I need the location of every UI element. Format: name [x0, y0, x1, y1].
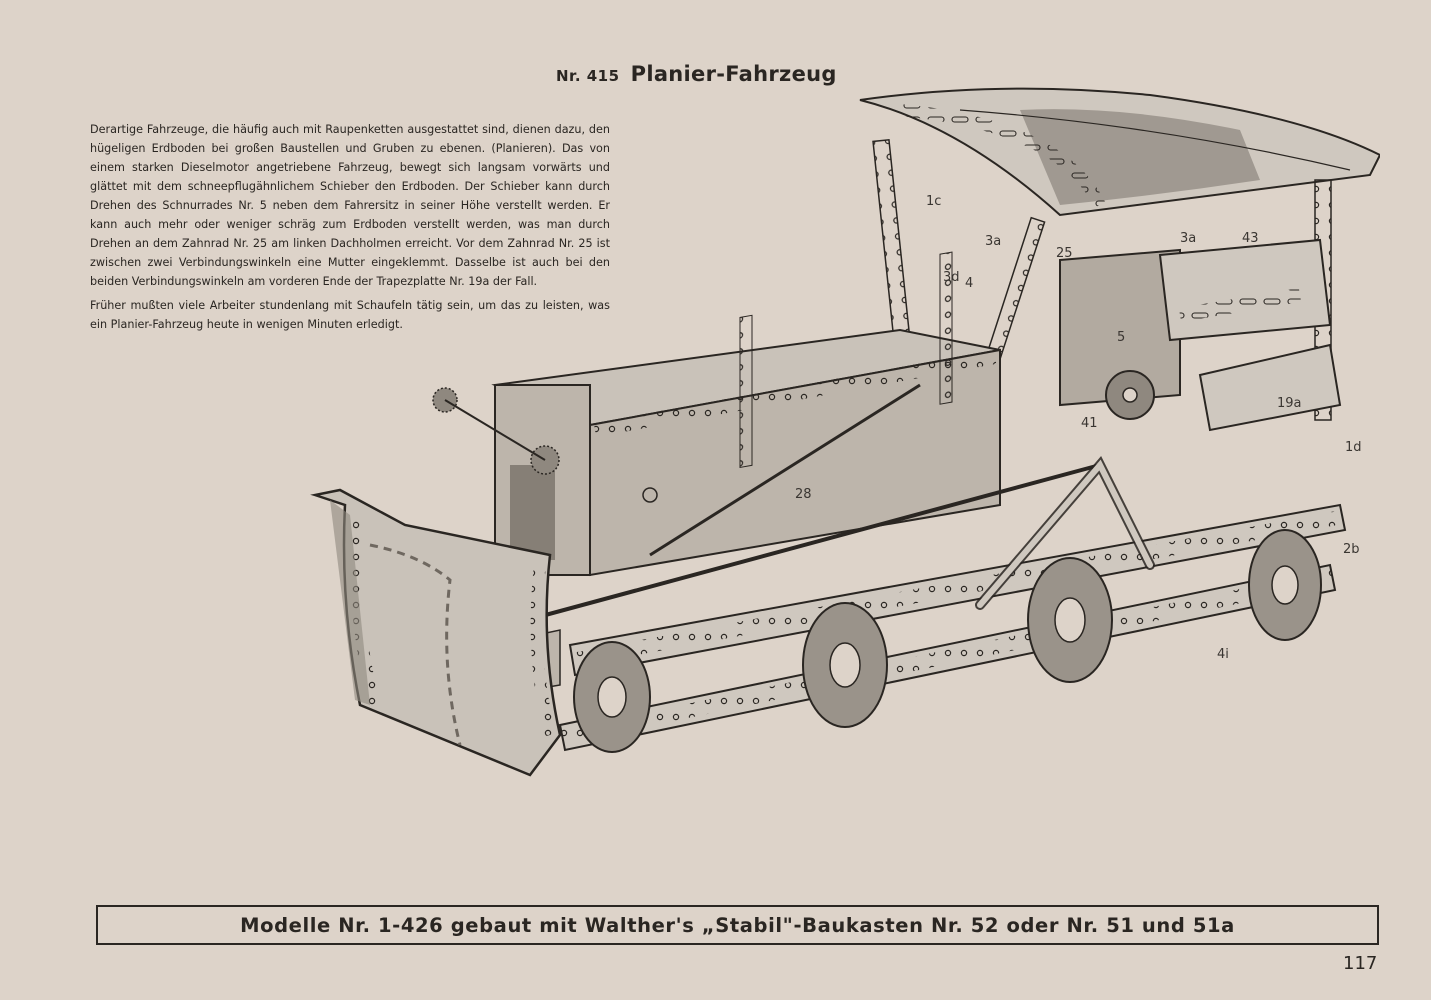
engine-body — [495, 252, 1000, 575]
bulldozer-illustration — [300, 85, 1380, 895]
page-number: 117 — [1343, 953, 1378, 974]
footer-caption: Modelle Nr. 1-426 gebaut mit Walther's „Stabil"-Baukasten Nr. 52 oder Nr. 51 und 51a — [240, 913, 1235, 937]
part-label-5: 5 — [1117, 330, 1126, 345]
footer-caption-box — [96, 905, 1379, 945]
description-paragraph-2: Früher mußten viele Arbeiter stundenlang mit Schaufeln tätig sein, um das zu leisten, was ein Planier-Fahrzeug heute in wenigen Minuten erledigt. — [90, 299, 610, 331]
part-label-3a-left: 3a — [985, 234, 1002, 249]
part-label-1c: 1c — [926, 194, 942, 209]
part-label-28: 28 — [795, 487, 812, 502]
part-label-43: 43 — [1242, 231, 1259, 246]
part-label-3d: 3d — [943, 270, 960, 285]
part-label-2b: 2b — [1343, 542, 1360, 557]
part-label-25: 25 — [1056, 246, 1073, 261]
model-name: Planier-Fahrzeug — [630, 62, 837, 86]
part-label-1d: 1d — [1345, 440, 1362, 455]
part-label-41: 41 — [1081, 416, 1098, 431]
description-paragraph-1: Derartige Fahrzeuge, die häufig auch mit Raupenketten ausgestattet sind, dienen dazu, den hügeligen Erdboden bei großen Baustellen und Gruben zu ebenen. (Planieren). Das von einem starken Dieselmotor angetriebene Fahrzeug, bewegt sich langsam vorwärts und glättet mit dem schneepflugähnlichem Schieber den Erdboden. Der Schieber kann durch Drehen des Schnurrades Nr. 5 neben dem Fahrersitz in seiner Höhe verstellt werden. Er kann auch mehr oder weniger schräg zum Erdboden verstellt werden, was man durch Drehen an dem Zahnrad Nr. 25 am linken Dachholmen erreicht. Vor dem Zahnrad Nr. 25 ist zwischen zwei Verbindungswinkeln eine Mutter eingeklemmt. Dasselbe ist auch bei den beiden Verbindungswinkeln am vorderen Ende der Trapezplatte Nr. 19a der Fall. — [90, 123, 610, 288]
part-label-4i: 4i — [1217, 647, 1229, 662]
model-number: Nr. 415 — [556, 67, 620, 85]
page-title — [556, 62, 837, 86]
part-label-4: 4 — [965, 276, 974, 291]
part-label-3a-right: 3a — [1180, 231, 1197, 246]
part-label-19a: 19a — [1277, 396, 1302, 411]
